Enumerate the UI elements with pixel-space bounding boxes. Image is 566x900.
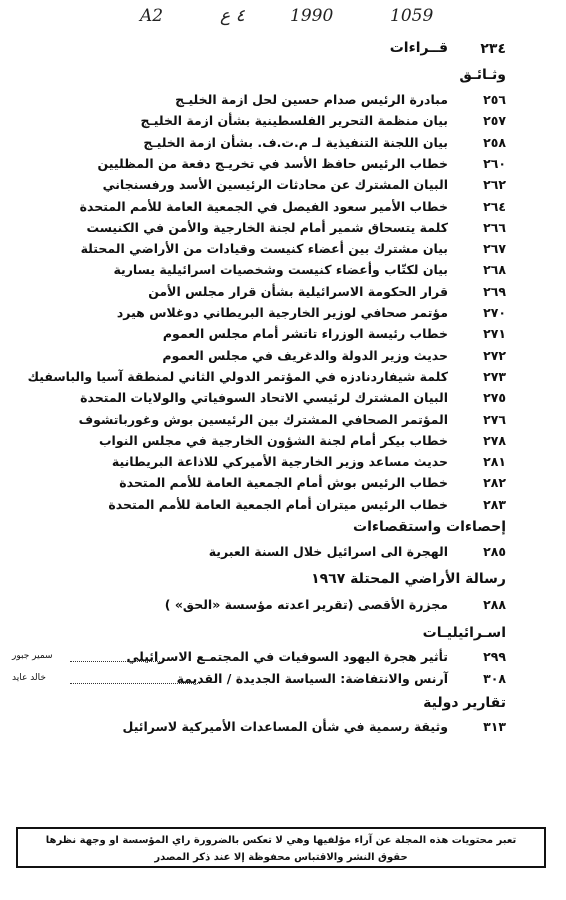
readings-page-number: ٢٣٤ <box>480 41 506 57</box>
section-statistics-title: إحصاءات واستقصاءات <box>353 519 506 535</box>
reports-entry-number: ٣١٣ <box>483 719 506 734</box>
document-entry-title: قرار الحكومة الاسرائيلية بشأن قرار مجلس الأمن <box>148 284 448 299</box>
document-entry-number: ٢٧٢ <box>483 348 506 363</box>
israeliyat-entry-2-title: آرنس والانتفاضة: السياسة الجديدة / القديمة <box>176 671 448 686</box>
document-entry-title: المؤتمر الصحافي المشترك بين الرئيسين بوش وغورباتشوف <box>78 412 448 427</box>
reports-entry-title: وثيقة رسمية في شأن المساعدات الأميركية لاسرائيل <box>122 719 448 734</box>
document-entry-number: ٢٥٦ <box>483 92 506 107</box>
document-entry-number: ٢٨٣ <box>483 497 506 512</box>
document-entry-number: ٢٧٣ <box>483 369 506 384</box>
israeliyat-entry-1-author: سمير جبور <box>12 651 53 661</box>
document-entry-title: بيان منظمة التحرير الفلسطينية بشأن ازمة الخليـج <box>140 113 448 128</box>
statistics-entry-number: ٢٨٥ <box>483 544 506 559</box>
document-entry-number: ٢٦٩ <box>483 284 506 299</box>
section-occupied-title: رسالة الأراضي المحتلة ١٩٦٧ <box>311 571 506 587</box>
document-entry-number: ٢٧٥ <box>483 390 506 405</box>
document-entry-title: كلمة شيفاردنادزه في المؤتمر الدولي الثاني لمنطقة آسيا والباسفيك <box>27 369 448 384</box>
document-entry-title: خطاب الأمير سعود الفيصل في الجمعية العامة للأمم المتحدة <box>79 199 448 214</box>
document-entry-number: ٢٦٦ <box>483 220 506 235</box>
section-readings-title: قــراءات <box>389 40 448 56</box>
document-entry-number: ٢٧٦ <box>483 412 506 427</box>
leader-dots <box>70 661 160 662</box>
document-entry-title: بيان لكتّاب وأعضاء كنيست وشخصيات اسرائيلية يسارية <box>113 262 448 277</box>
handwritten-number: 1059 <box>390 6 434 26</box>
disclaimer-line-1: تعبر محتويات هذه المجلة عن آراء مؤلفيها وهي لا تعكس بالضرورة راي المؤسسة او وجهة نظرها <box>45 835 517 846</box>
document-entry-number: ٢٧٠ <box>483 305 506 320</box>
disclaimer-box <box>16 827 546 868</box>
handwritten-code: A2 <box>140 6 164 26</box>
document-entry-title: خطاب الرئيس بوش أمام الجمعية العامة للأمم المتحدة <box>119 475 448 490</box>
document-entry-number: ٢٦٠ <box>483 156 506 171</box>
document-entry-number: ٢٦٢ <box>483 177 506 192</box>
israeliyat-entry-2-author: خالد عايد <box>12 673 46 683</box>
section-reports-title: تقارير دولية <box>423 695 506 711</box>
handwritten-annotation <box>140 4 560 30</box>
document-entry-title: حديث وزير الدولة والدغريف في مجلس العموم <box>162 348 448 363</box>
document-entry-number: ٢٨١ <box>483 454 506 469</box>
document-entry-title: خطاب رئيسة الوزراء تاتشر أمام مجلس العموم <box>162 326 448 341</box>
disclaimer-line-2: حقوق النشر والاقتباس محفوظة إلا عند ذكر المصدر <box>154 852 408 863</box>
israeliyat-entry-2-number: ٣٠٨ <box>483 671 506 686</box>
leader-dots <box>70 683 200 684</box>
israeliyat-entry-1-title: تأثير هجرة اليهود السوفيات في المجتمـع الاسرائيلي <box>126 649 448 664</box>
handwritten-year: 1990 <box>290 6 334 26</box>
section-israeliyat-title: اسـرائيليـات <box>422 625 506 641</box>
document-entry-title: كلمة يتسحاق شمير أمام لجنة الخارجية والأمن في الكنيست <box>86 220 448 235</box>
document-entry-number: ٢٦٧ <box>483 241 506 256</box>
document-entry-number: ٢٧٨ <box>483 433 506 448</box>
document-entry-number: ٢٨٢ <box>483 475 506 490</box>
occupied-entry-number: ٢٨٨ <box>483 597 506 612</box>
document-entry-title: البيان المشترك عن محادثات الرئيسين الأسد ورفسنجاني <box>102 177 448 192</box>
document-entry-title: بيان اللجنة التنفيذية لـ م.ت.ف. بشأن ازمة الخليـج <box>143 135 448 150</box>
document-entry-title: مؤتمر صحافي لوزير الخارجية البريطاني دوغلاس هيرد <box>116 305 448 320</box>
document-entry-title: خطاب الرئيس ميتران أمام الجمعية العامة للأمم المتحدة <box>108 497 448 512</box>
document-entry-title: البيان المشترك لرئيسي الاتحاد السوفياتي والولايات المتحدة <box>80 390 448 405</box>
israeliyat-entry-1-number: ٢٩٩ <box>483 649 506 664</box>
statistics-entry-title: الهجرة الى اسرائيل خلال السنة العبرية <box>208 544 448 559</box>
occupied-entry-title: مجزرة الأقصى (تقرير اعدته مؤسسة «الحق» ) <box>164 597 448 612</box>
document-entry-number: ٢٧١ <box>483 326 506 341</box>
handwritten-issue: ٤ ع <box>220 6 245 26</box>
document-entry-title: حديث مساعد وزير الخارجية الأميركي للاذاعة البريطانية <box>111 454 448 469</box>
document-entry-title: خطاب بيكر أمام لجنة الشؤون الخارجية في مجلس النواب <box>98 433 448 448</box>
document-entry-number: ٢٥٨ <box>483 135 506 150</box>
section-documents-title: وثـائـق <box>459 67 506 83</box>
document-entry-number: ٢٥٧ <box>483 113 506 128</box>
document-entry-number: ٢٦٤ <box>483 199 506 214</box>
document-entry-number: ٢٦٨ <box>483 262 506 277</box>
document-entry-title: بيان مشترك بين أعضاء كنيست وقيادات من الأراضي المحتلة <box>80 241 448 256</box>
document-entry-title: مبادرة الرئيس صدام حسين لحل ازمة الخليـج <box>175 92 448 107</box>
document-entry-title: خطاب الرئيس حافظ الأسد في تخريـج دفعة من المظليين <box>97 156 448 171</box>
